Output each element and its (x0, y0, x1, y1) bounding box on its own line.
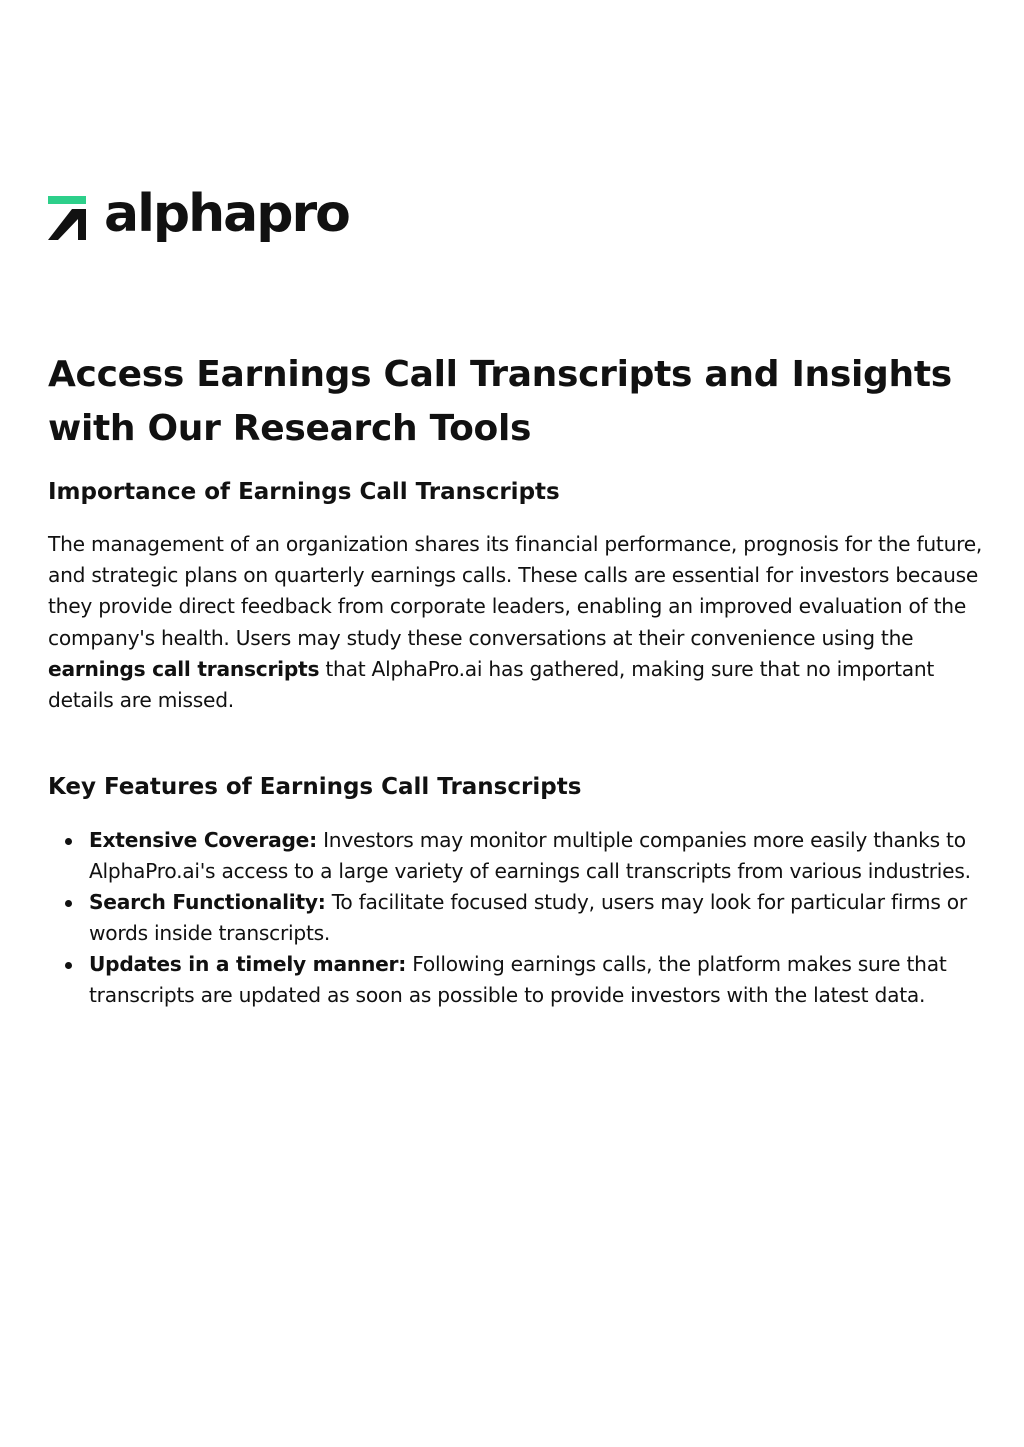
feature-description: Following earnings calls, the platform makes sure that transcripts are updated as soon as possible to provide investors with the latest data. (89, 952, 947, 1007)
page-title: Access Earnings Call Transcripts and Insights with Our Research Tools (48, 354, 952, 449)
feature-term: Extensive Coverage: (89, 828, 317, 852)
section-heading-key-features: Key Features of Earnings Call Transcripts (48, 774, 582, 800)
features-list (48, 825, 984, 1011)
feature-term: Search Functionality: (89, 890, 326, 914)
feature-term: Updates in a timely manner: (89, 952, 407, 976)
brand-name: alphapro (104, 184, 349, 244)
importance-paragraph (48, 529, 984, 716)
paragraph-text-end: that AlphaPro.ai has gathered, making sure that no important details are missed. (48, 656, 935, 713)
paragraph-bold-phrase: earnings call transcripts (48, 656, 320, 681)
list-item (48, 825, 984, 887)
list-item (48, 949, 984, 1011)
paragraph-text-start: The management of an organization shares its financial performance, prognosis for the future, and strategic plans on quarterly earnings calls. These calls are essential for investors because they provide direct feedback from corporate leaders, enabling an improved evaluation of the company's health. Users may study these conversations at their convenience using the (48, 532, 983, 650)
bullet-icon (65, 900, 72, 907)
feature-description: To facilitate focused study, users may look for particular firms or words inside transcripts. (89, 890, 967, 945)
bullet-icon (65, 838, 72, 845)
feature-description: Investors may monitor multiple companies more easily thanks to AlphaPro.ai's access to a large variety of earnings call transcripts from various industries. (89, 828, 971, 883)
list-item (48, 887, 984, 949)
bullet-icon (65, 962, 72, 969)
brand-logo (48, 186, 349, 250)
alphapro-logo-mark-icon (48, 196, 88, 240)
section-heading-importance: Importance of Earnings Call Transcripts (48, 479, 560, 505)
